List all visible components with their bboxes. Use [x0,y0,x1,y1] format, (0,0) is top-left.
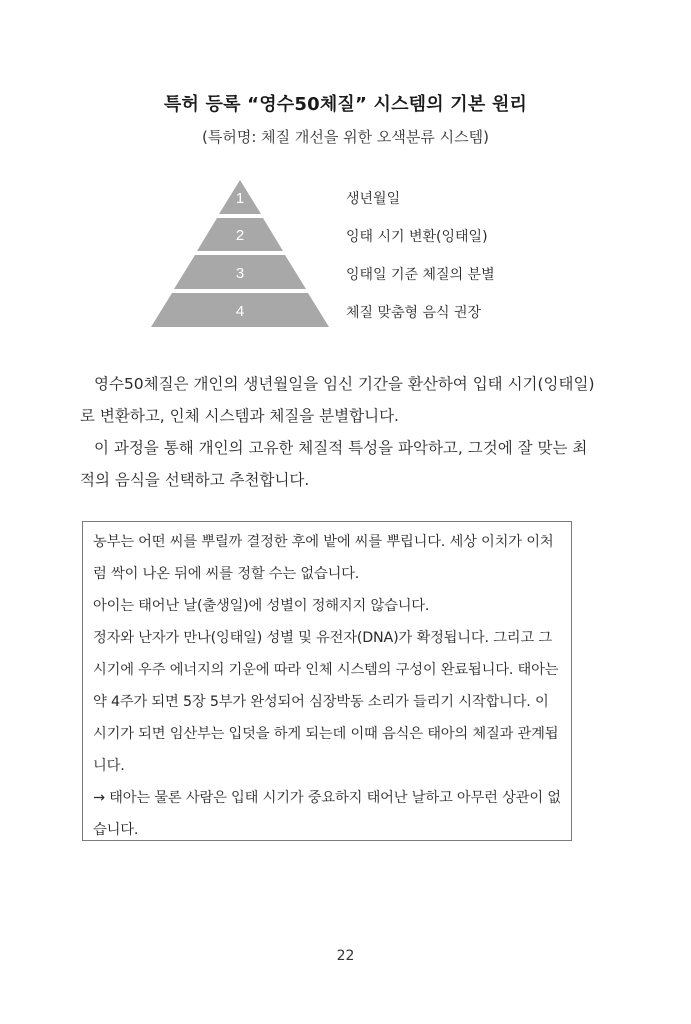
explanation-box [82,521,572,841]
box-paragraph: 농부는 어떤 씨를 뿌릴까 결정한 후에 밭에 씨를 뿌립니다. 세상 이치가 이처럼 싹이 나온 뒤에 씨를 정할 수는 없습니다. [93,534,554,582]
pyramid-diagram [150,180,330,328]
pyramid-number-4: 4 [235,303,245,320]
body-text [80,368,600,496]
pyramid-label-4: 체질 맞춤형 음식 권장 [346,305,482,321]
body-paragraph: 영수50체질은 개인의 생년월일을 임신 기간을 환산하여 입태 시기(잉태일)로 변환하고, 인체 시스템과 체질을 분별합니다. [80,375,595,425]
box-paragraph: 정자와 난자가 만나(잉태일) 성별 및 유전자(DNA)가 확정됩니다. 그리고 그 시기에 우주 에너지의 기운에 따라 인체 시스템의 구성이 완료됩니다. 태아는 약 4주가 되면 5장 5부가 완성되어 심장박동 소리가 들리기 시작합니다. 이 시기가 되면 임산부는 입덧을 하게 되는데 이때 음식은 태아의 체질과 관계됩니다. [93,630,559,774]
box-paragraph: → 태아는 물론 사람은 입태 시기가 중요하지 태어난 날하고 아무런 상관이 없습니다. [93,790,561,838]
page-number: 22 [336,948,355,964]
pyramid-label-3: 잉태일 기준 체질의 분별 [346,267,495,283]
pyramid-label-1: 생년월일 [346,191,401,207]
page-title: 특허 등록 “영수50체질” 시스템의 기본 원리 [163,94,528,115]
body-paragraph: 이 과정을 통해 개인의 고유한 체질적 특성을 파악하고, 그것에 잘 맞는 최적의 음식을 선택하고 추천합니다. [80,439,588,489]
box-paragraph: 아이는 태어난 날(출생일)에 성별이 정해지지 않습니다. [93,598,430,614]
pyramid-label-2: 잉태 시기 변환(잉태일) [346,229,488,245]
patent-subtitle: (특허명: 체질 개선을 위한 오색분류 시스템) [202,128,489,146]
pyramid-number-2: 2 [235,227,245,244]
pyramid-number-1: 1 [235,190,245,207]
pyramid-number-3: 3 [235,265,245,282]
